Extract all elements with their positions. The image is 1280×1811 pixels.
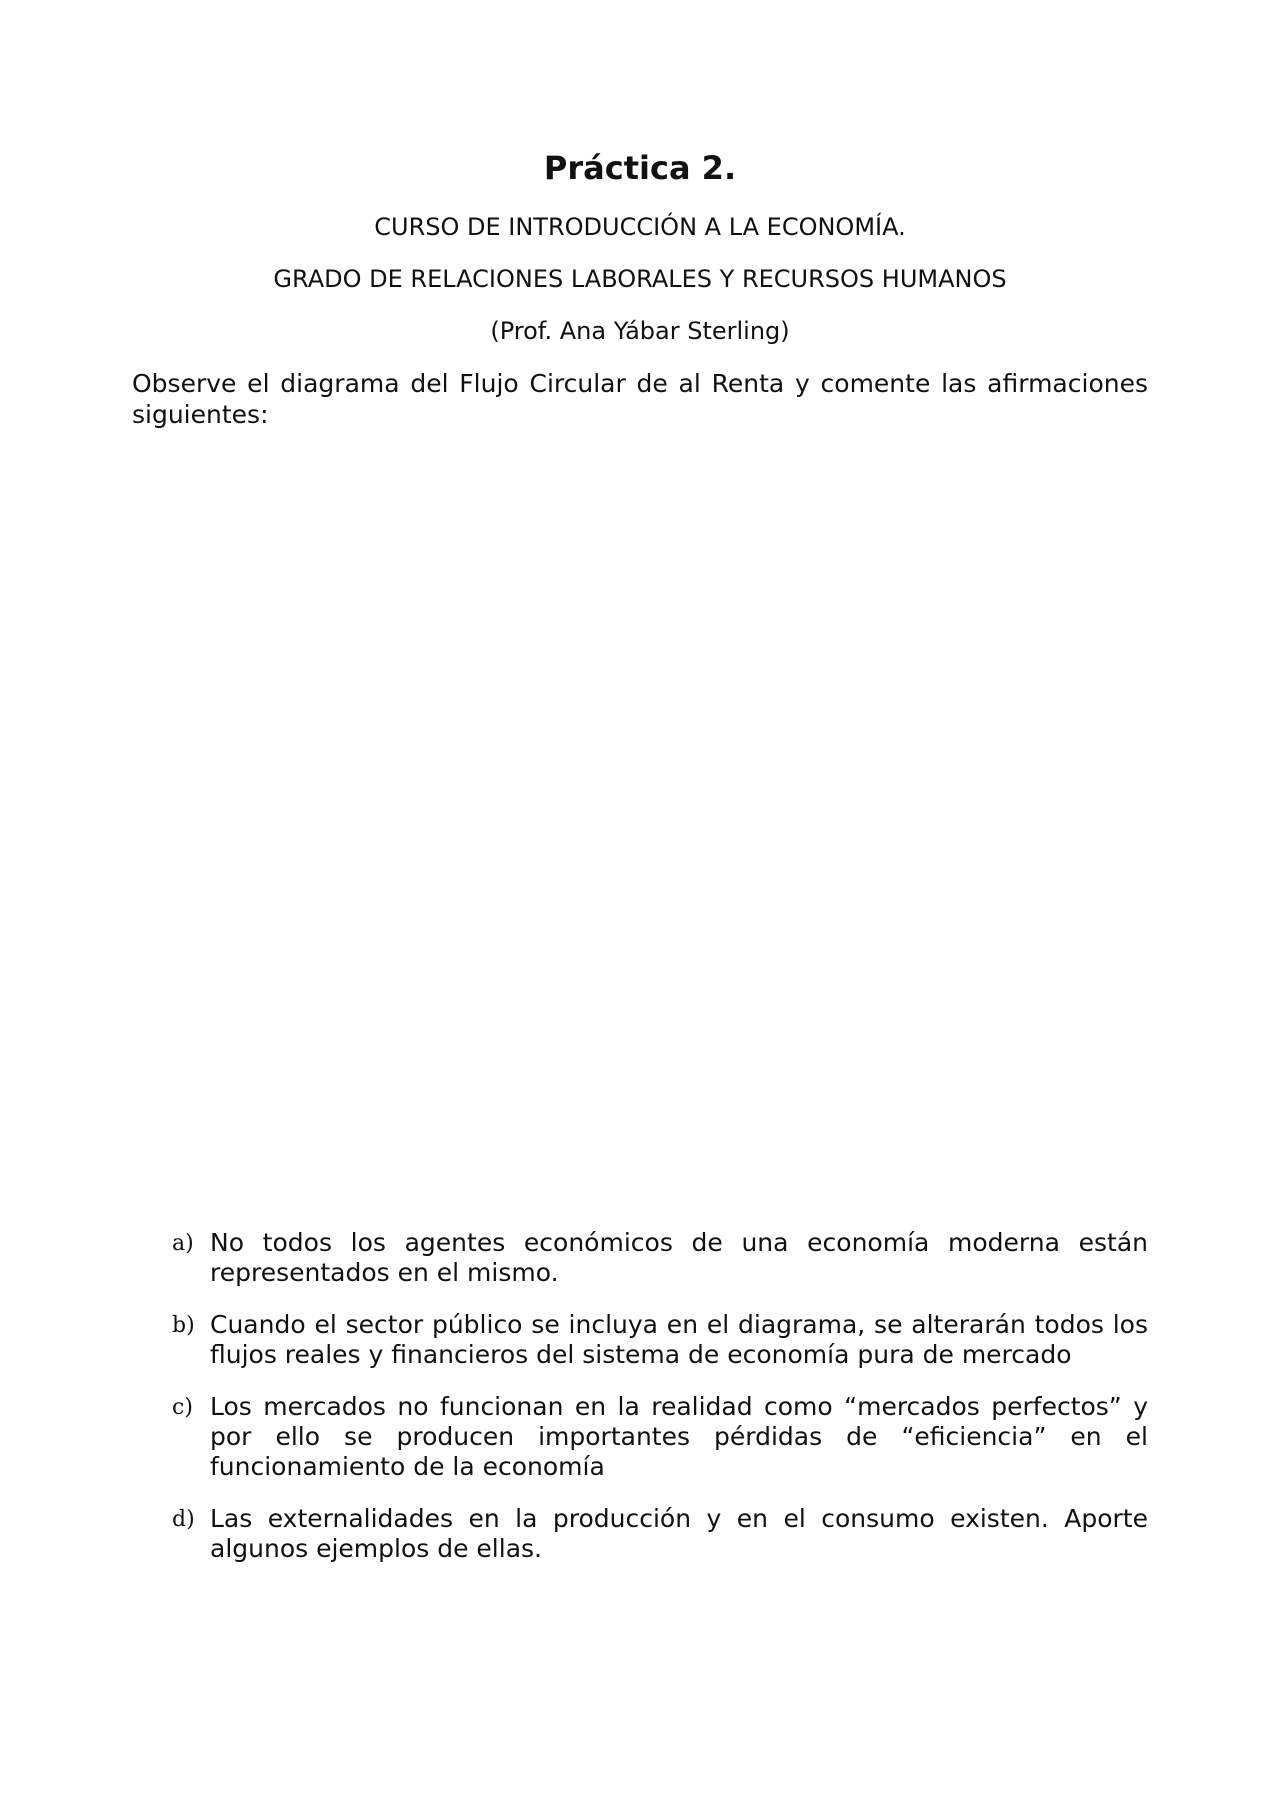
degree-name: GRADO DE RELACIONES LABORALES Y RECURSOS HUMANOS <box>273 265 1007 293</box>
intro-paragraph: Observe el diagrama del Flujo Circular de al Renta y comente las afirmaciones siguientes: <box>132 369 1148 429</box>
list-item-text: No todos los agentes económicos de una economía moderna están representados en el mismo. <box>210 1228 1148 1287</box>
list-item-marker: d) <box>172 1507 195 1532</box>
page-title: Práctica 2. <box>543 149 737 187</box>
course-name: CURSO DE INTRODUCCIÓN A LA ECONOMÍA. <box>374 213 906 241</box>
diagram-placeholder-area <box>132 440 1148 1210</box>
list-item <box>170 1228 1148 1288</box>
list-item-marker: b) <box>172 1313 195 1338</box>
list-item-text: Los mercados no funcionan en la realidad como “mercados perfectos” y por ello se producen importantes pérdidas de “eficiencia” en el funcionamiento de la economía <box>210 1392 1148 1481</box>
list-item-marker: c) <box>172 1395 193 1420</box>
professor-name: (Prof. Ana Yábar Sterling) <box>490 317 790 345</box>
statements-list <box>170 1228 1148 1586</box>
list-item <box>170 1310 1148 1370</box>
list-item-marker: a) <box>172 1231 194 1256</box>
list-item <box>170 1504 1148 1564</box>
list-item-text: Cuando el sector público se incluya en el diagrama, se alterarán todos los flujos reales y financieros del sistema de economía pura de mercado <box>210 1310 1148 1369</box>
list-item <box>170 1392 1148 1482</box>
list-item-text: Las externalidades en la producción y en el consumo existen. Aporte algunos ejemplos de ellas. <box>210 1504 1148 1563</box>
